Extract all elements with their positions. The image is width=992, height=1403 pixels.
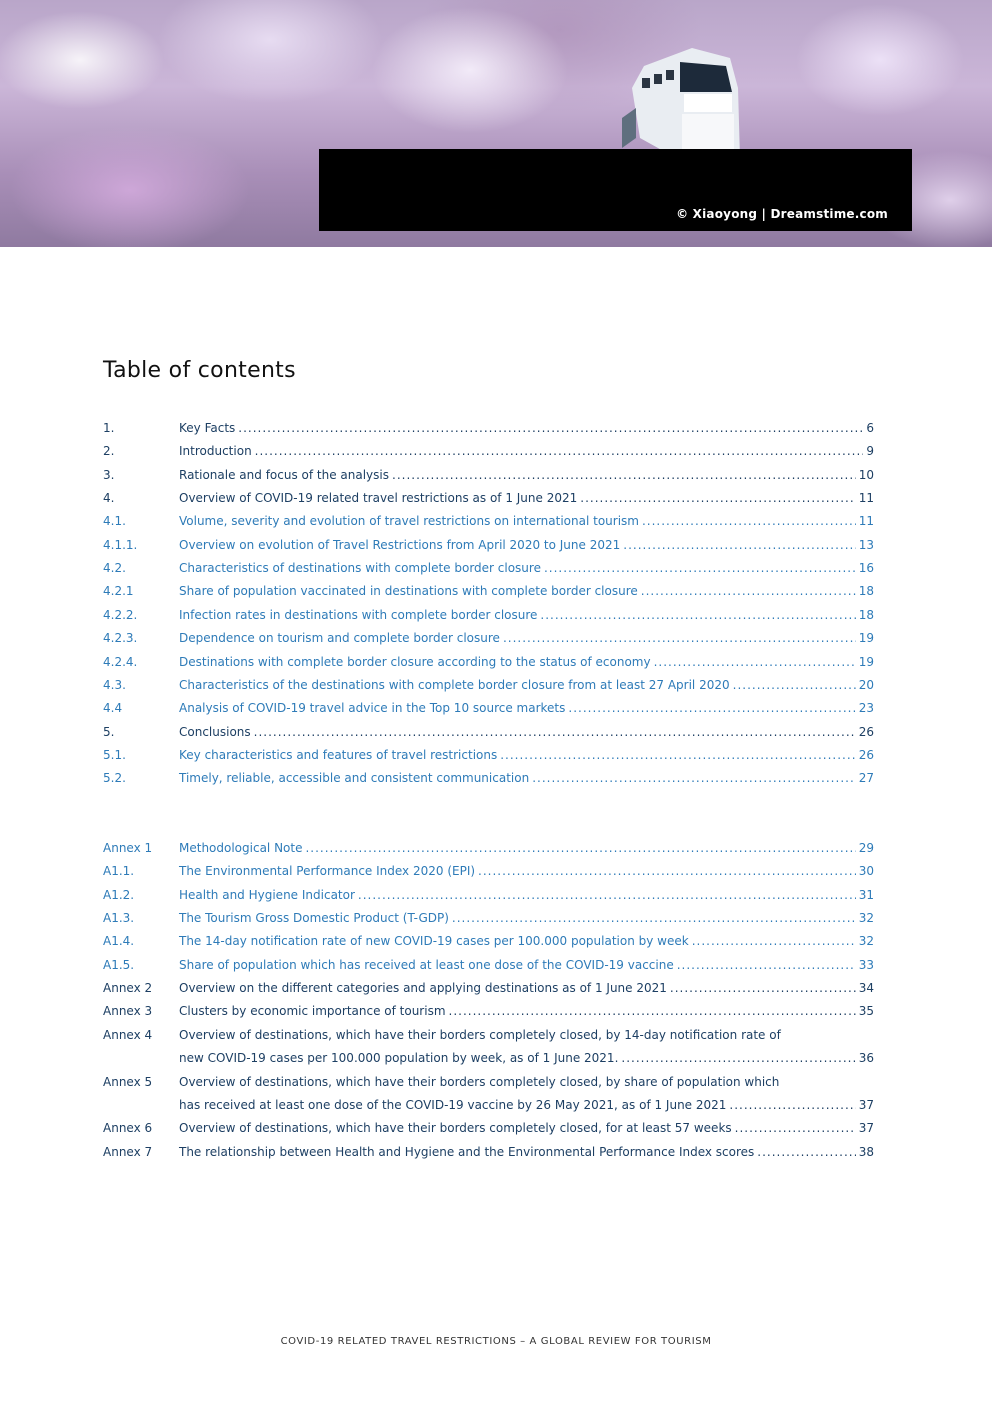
toc-entry[interactable] [103,1048,874,1068]
toc-entry-number: Annex 6 [103,1121,153,1136]
toc-entry[interactable] [103,605,874,625]
toc-entry-number: 4. [103,491,115,506]
train-image [622,48,740,158]
toc-entry-number: A1.1. [103,864,135,879]
toc-entry-page: 23 [858,701,874,716]
toc-entry-number: 4.4 [103,701,123,716]
dot-leader [568,698,855,718]
dot-leader [305,838,855,858]
toc-entry-page: 18 [858,584,874,599]
toc-entry-page: 16 [858,561,874,576]
toc-entry-number: 4.1. [103,514,126,529]
toc-entry-title: The relationship between Health and Hygiene and the Environmental Performance Index scores [179,1144,755,1159]
toc-entry-title: Share of population vaccinated in destinations with complete border closure [179,584,638,599]
toc-entry-title: Destinations with complete border closure according to the status of economy [179,654,651,669]
dot-leader [580,488,855,508]
toc-entry[interactable] [103,652,874,672]
dot-leader [503,628,856,648]
page-title: Table of contents [103,358,296,383]
toc-entry-title: Volume, severity and evolution of travel restrictions on international tourism [179,514,639,529]
toc-entry-number: 4.2.4. [103,654,138,669]
toc-entry-page: 33 [858,957,874,972]
toc-entry-title: Conclusions [179,724,251,739]
toc-entry-title: Key Facts [179,421,236,435]
toc-entry[interactable] [103,418,874,438]
toc-entry-page: 30 [858,864,874,879]
toc-entry[interactable] [103,1025,874,1045]
toc-entry-page: 31 [858,887,874,902]
toc-entry-title: Timely, reliable, accessible and consistent communication [179,771,530,786]
dot-leader [654,652,856,672]
toc-entry-page: 38 [858,1144,874,1159]
toc-entry[interactable] [103,722,874,742]
toc-entry-title: Overview on evolution of Travel Restrictions from April 2020 to June 2021 [179,537,621,552]
toc-entry-title: Share of population which has received at least one dose of the COVID-19 vaccine [179,957,674,972]
toc-entry-page: 35 [858,1004,874,1019]
toc-entry[interactable] [103,1072,874,1092]
toc-entry-number: 4.2.3. [103,631,138,646]
toc-entry[interactable] [103,955,874,975]
dot-leader [254,722,856,742]
toc-entry-number: Annex 7 [103,1144,153,1159]
toc-entry[interactable] [103,628,874,648]
dot-leader [255,441,864,461]
toc-entry-page: 37 [858,1121,874,1136]
toc-entry-page: 20 [858,677,874,692]
toc-entry-number: 4.2.1 [103,584,134,599]
dot-leader [757,1142,855,1162]
toc-entry-page: 18 [858,607,874,622]
toc-entry-page: 19 [858,631,874,646]
dot-leader [621,1048,855,1068]
dot-leader [735,1118,856,1138]
toc-entry[interactable] [103,511,874,531]
toc-entry-page: 27 [858,771,874,786]
toc-entry-number: Annex 1 [103,841,153,855]
dot-leader [540,605,855,625]
dot-leader [692,931,856,951]
toc-entry-title: new COVID-19 cases per 100.000 population by week, as of 1 June 2021. [179,1051,619,1066]
toc-entry[interactable] [103,768,874,788]
toc-entry-page: 9 [866,444,874,459]
toc-entry-title: Analysis of COVID-19 travel advice in the Top 10 source markets [179,701,566,716]
toc-entry-page: 10 [858,467,874,482]
toc-entry-number: 4.2. [103,561,126,576]
photo-credit-box [319,149,912,231]
toc-entry[interactable] [103,1095,874,1115]
toc-entry-title: Overview of destinations, which have their borders completely closed, by 14-day notification rate of [179,1027,781,1042]
toc-entry-page: 26 [858,724,874,739]
toc-entry[interactable] [103,698,874,718]
toc-entry[interactable] [103,488,874,508]
toc-entry-page: 32 [858,934,874,949]
toc-entry-title: Methodological Note [179,841,303,855]
dot-leader [452,908,856,928]
toc-entry-title: Overview of destinations, which have their borders completely closed, by share of population which [179,1074,780,1089]
dot-leader [642,511,856,531]
dot-leader [500,745,855,765]
toc-entry-title: Infection rates in destinations with complete border closure [179,607,538,622]
dot-leader [677,955,856,975]
toc-entry[interactable] [103,838,874,858]
toc-entry-number: Annex 4 [103,1027,153,1042]
toc-entry-page: 37 [858,1097,874,1112]
toc-entry-title: Clusters by economic importance of tourism [179,1004,446,1019]
toc-entry-number: 5.1. [103,747,126,762]
toc-entry[interactable] [103,1118,874,1138]
dot-leader [392,465,856,485]
toc-entry-title: The Environmental Performance Index 2020 (EPI) [179,864,476,879]
dot-leader [670,978,856,998]
toc-entry-number: 5.2. [103,771,126,786]
toc-entry[interactable] [103,745,874,765]
toc-entry-number: A1.5. [103,957,135,972]
page-footer: COVID-19 RELATED TRAVEL RESTRICTIONS – A GLOBAL REVIEW FOR TOURISM [280,1336,712,1347]
toc-entry[interactable] [103,885,874,905]
toc-entry[interactable] [103,581,874,601]
toc-entry-number: 2. [103,444,115,459]
toc-entry[interactable] [103,441,874,461]
dot-leader [641,581,856,601]
toc-entry-title: Dependence on tourism and complete border closure [179,631,500,646]
toc-entry-number: A1.3. [103,911,135,926]
toc-entry-title: Characteristics of the destinations with complete border closure from at least 27 April 2020 [179,677,730,692]
toc-entry-number: Annex 2 [103,981,153,996]
toc-entry-title: Introduction [179,444,252,459]
toc-entry-number: Annex 5 [103,1074,153,1089]
toc-entry-title: has received at least one dose of the COVID-19 vaccine by 26 May 2021, as of 1 June 2021 [179,1097,727,1112]
toc-entry-page: 6 [866,421,874,435]
toc-entry[interactable] [103,908,874,928]
toc-entry[interactable] [103,1142,874,1162]
dot-leader [358,885,856,905]
toc-entry-number: 4.3. [103,677,126,692]
toc-entry-page: 11 [858,514,874,529]
photo-credit: © Xiaoyong | Dreamstime.com [676,207,888,221]
toc-entry-title: The Tourism Gross Domestic Product (T-GDP) [179,911,449,926]
dot-leader [449,1001,856,1021]
toc-entry-page: 11 [858,491,874,506]
dot-leader [238,418,863,438]
toc-entry-title: Key characteristics and features of travel restrictions [179,747,498,762]
toc-entry[interactable] [103,465,874,485]
dot-leader [544,558,856,578]
toc-entry-page: 26 [858,747,874,762]
toc-entry-number: 4.2.2. [103,607,138,622]
toc-entry-title: Overview of destinations, which have their borders completely closed, for at least 57 weeks [179,1121,732,1136]
toc-entry-page: 19 [858,654,874,669]
toc-entry-title: The 14-day notification rate of new COVID-19 cases per 100.000 population by week [179,934,689,949]
toc-entry-title: Rationale and focus of the analysis [179,467,389,482]
toc-entry-title: Overview of COVID-19 related travel restrictions as of 1 June 2021 [179,491,578,506]
dot-leader [532,768,856,788]
toc-entry-number: A1.4. [103,934,135,949]
dot-leader [733,675,856,695]
toc-entry[interactable] [103,931,874,951]
toc-entry[interactable] [103,861,874,881]
toc-entry[interactable] [103,675,874,695]
toc-entry-title: Characteristics of destinations with complete border closure [179,561,541,576]
dot-leader [729,1095,855,1115]
toc-entry[interactable] [103,558,874,578]
toc-entry-page: 13 [858,537,874,552]
toc-entry-number: 1. [103,421,115,435]
toc-entry-page: 32 [858,911,874,926]
toc-entry-page: 29 [858,841,874,855]
dot-leader [623,535,855,555]
toc-entry[interactable] [103,535,874,555]
toc-entry-title: Overview on the different categories and applying destinations as of 1 June 2021 [179,981,667,996]
toc-entry[interactable] [103,978,874,998]
header-photo [0,0,992,247]
dot-leader [478,861,856,881]
toc-entry-number: A1.2. [103,887,135,902]
toc-entry-number: 4.1.1. [103,537,138,552]
toc-entry-page: 36 [858,1051,874,1066]
toc-entry-number: 3. [103,467,115,482]
toc-entry-number: 5. [103,724,115,739]
toc-entry[interactable] [103,1001,874,1021]
toc-entry-number: Annex 3 [103,1004,153,1019]
toc-entry-page: 34 [858,981,874,996]
toc-entry-title: Health and Hygiene Indicator [179,887,355,902]
